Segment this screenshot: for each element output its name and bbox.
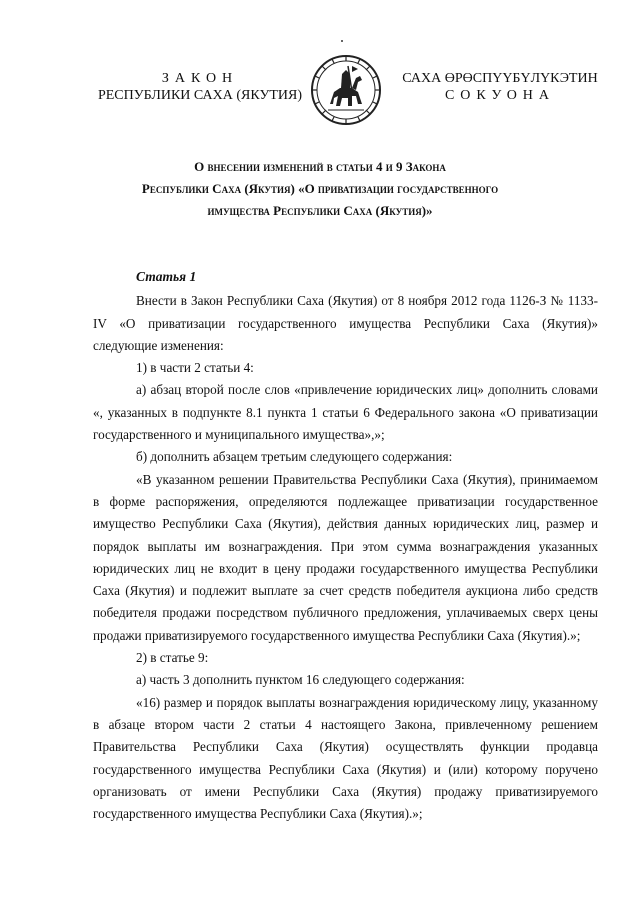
- document-title: [120, 156, 520, 222]
- paragraph: б) дополнить абзацем третьим следующего содержания:: [136, 449, 453, 465]
- paragraph: 2) в статье 9:: [136, 650, 209, 666]
- title-line: имущества Республики Саха (Якутия)»: [207, 203, 433, 218]
- paragraph: а) абзац второй после слов «привлечение юридических лиц» дополнить словами «, указанных в подпункте 8.1 пункта 1 статьи 6 Федерального закона «О приватизации государственного и муниципального имущества»,»;: [93, 382, 598, 443]
- title-line: О внесении изменений в статьи 4 и 9 Закона: [194, 159, 446, 174]
- paragraph: 1) в части 2 статьи 4:: [136, 360, 254, 376]
- paragraph: а) часть 3 дополнить пунктом 16 следующего содержания:: [136, 672, 465, 688]
- header-republic-name-sakha: САХА ӨРӨСПҮҮБҮЛҮКЭТИН: [402, 71, 598, 86]
- header-law-word-sakha: СОКУОНА: [444, 88, 556, 103]
- document-body: [93, 266, 598, 825]
- header-law-word: ЗАКОН: [161, 71, 239, 86]
- scan-speck: [341, 40, 343, 42]
- paragraph: «16) размер и порядок выплаты вознаграждения юридическому лицу, указанному в абзаце втором части 2 статьи 4 настоящего Закона, привлеченному решением Правительства Республики Саха (Якутия) осуществлять функции продавца государственного имущества Республики Саха (Якутия) и (или) которому поручено организовать от имени Республики Саха (Якутия) продажу приватизируемого государственного имущества Республики Саха (Якутия).»;: [93, 694, 598, 822]
- header-law-sakha: [385, 70, 615, 104]
- coat-of-arms-emblem: [308, 52, 384, 128]
- paragraph: «В указанном решении Правительства Республики Саха (Якутия), принимаемом в форме распоряжения, определяются подлежащее приватизации государственное имущество Республики Саха (Якутия), действия данных юридических лиц, размер и порядок выплаты им вознаграждения. При этом сумма вознаграждения указанных юридических лиц не входит в цену продажи государственного имущества Республики Саха (Якутия) и подлежит выплате за счет средств победителя аукциона либо средств победителя продажи посредством публичного предложения, уплачиваемых сверх цены продажи приватизируемого государственного имущества Республики Саха (Якутия).»;: [93, 471, 598, 643]
- header-law-ru: [90, 70, 310, 104]
- paragraph: Внести в Закон Республики Саха (Якутия) от 8 ноября 2012 года 1126-З № 1133-IV «О приватизации государственного имущества Республики Саха (Якутия)» следующие изменения:: [93, 293, 598, 353]
- article-heading: Статья 1: [136, 269, 197, 284]
- header-republic-name: РЕСПУБЛИКИ САХА (ЯКУТИЯ): [97, 88, 303, 103]
- title-line: Республики Саха (Якутия) «О приватизации государственного: [141, 181, 499, 196]
